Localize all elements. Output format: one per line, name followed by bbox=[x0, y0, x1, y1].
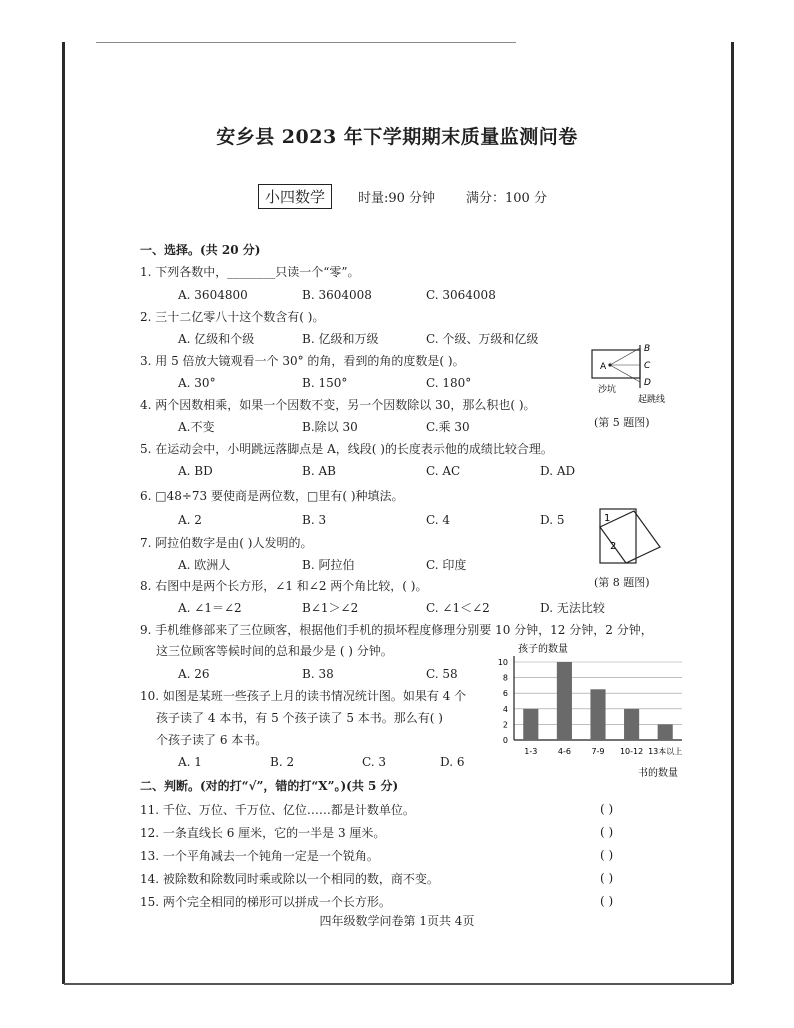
chart-x-tick-label: 4-6 bbox=[557, 747, 571, 756]
q3-option-a: A. 30° bbox=[178, 376, 216, 390]
q2-option-b: B. 亿级和万级 bbox=[302, 332, 379, 346]
angle-1-label: 1 bbox=[604, 513, 611, 524]
question-7: 7. 阿拉伯数字是由( )人发明的。 bbox=[140, 536, 313, 550]
reading-bar-chart bbox=[488, 640, 712, 780]
question-10: 10. 如图是某班一些孩子上月的读书情况统计图。如果有 4 个 bbox=[140, 689, 467, 703]
judge-11: 11. 千位、万位、千万位、亿位……都是计数单位。 bbox=[140, 803, 415, 817]
q7-option-a: A. 欧洲人 bbox=[178, 558, 231, 572]
chart-bar bbox=[624, 709, 639, 740]
point-c-label: C bbox=[644, 361, 651, 371]
chart-title: 孩子的数量 bbox=[518, 644, 568, 655]
q2-option-a: A. 亿级和个级 bbox=[178, 332, 255, 346]
question-5: 5. 在运动会中，小明跳远落脚点是 A，线段( )的长度表示他的成绩比较合理。 bbox=[140, 442, 553, 456]
chart-y-tick-label: 0 bbox=[502, 736, 508, 745]
top-rule bbox=[96, 42, 516, 43]
point-a-label: A bbox=[600, 362, 607, 372]
chart-x-label: 书的数量 bbox=[638, 768, 678, 779]
question-10-cont: 孩子读了 4 本书，有 5 个孩子读了 5 本书。那么有( ) bbox=[156, 711, 443, 725]
chart-bar bbox=[590, 689, 605, 740]
left-border bbox=[62, 42, 65, 984]
subject-box: 小四数学 bbox=[258, 184, 332, 209]
chart-y-tick-label: 8 bbox=[502, 673, 508, 683]
chart-x-ticks bbox=[524, 746, 682, 756]
q2-option-c: C. 个级、万级和亿级 bbox=[426, 332, 539, 346]
chart-bar bbox=[557, 662, 572, 740]
point-b-label: B bbox=[644, 344, 651, 354]
q6-option-c: C. 4 bbox=[426, 513, 451, 527]
q4-option-c: C.乘 30 bbox=[426, 420, 470, 434]
q8-option-b: B∠1＞∠2 bbox=[302, 601, 359, 615]
q10-option-a: A. 1 bbox=[178, 755, 202, 769]
question-3: 3. 用 5 倍放大镜观看一个 30° 的角，看到的角的度数是( )。 bbox=[140, 354, 465, 368]
q8-option-d: D. 无法比较 bbox=[540, 601, 605, 615]
answer-paren-11[interactable]: ( ) bbox=[600, 802, 614, 816]
question-10-cont2: 个孩子读了 6 本书。 bbox=[156, 733, 268, 747]
takeoff-line-label: 起跳线 bbox=[638, 395, 666, 405]
chart-x-tick-label: 13本以上 bbox=[648, 747, 683, 756]
answer-paren-14[interactable]: ( ) bbox=[600, 871, 614, 885]
answer-paren-13[interactable]: ( ) bbox=[600, 848, 614, 862]
chart-y-ticks bbox=[498, 658, 508, 745]
sand-pit-label: 沙坑 bbox=[598, 385, 617, 395]
figure-5-caption: (第 5 题图) bbox=[594, 416, 650, 429]
q5-option-d: D. AD bbox=[540, 464, 576, 478]
q10-option-d: D. 6 bbox=[440, 755, 465, 769]
duration: 时量:90 分钟 bbox=[358, 191, 436, 206]
q8-option-a: A. ∠1＝∠2 bbox=[178, 601, 242, 615]
q5-option-b: B. AB bbox=[302, 464, 336, 478]
chart-y-tick-label: 10 bbox=[497, 658, 508, 667]
right-border bbox=[731, 42, 734, 984]
question-8: 8. 右图中是两个长方形，∠1 和∠2 两个角比较，( )。 bbox=[140, 579, 428, 593]
question-6: 6. □48÷73 要使商是两位数，□里有( )种填法。 bbox=[140, 489, 404, 503]
q1-option-b: B. 3604008 bbox=[302, 288, 372, 302]
bottom-rule bbox=[64, 983, 732, 985]
chart-x-tick-label: 7-9 bbox=[591, 747, 605, 756]
segment-ad bbox=[610, 365, 640, 382]
chart-bar bbox=[523, 709, 538, 740]
figure-8-rectangles bbox=[594, 505, 666, 571]
q1-option-a: A. 3604800 bbox=[178, 288, 248, 302]
chart-bars bbox=[523, 662, 673, 740]
judge-12: 12. 一条直线长 6 厘米，它的一半是 3 厘米。 bbox=[140, 826, 386, 840]
question-9: 9. 手机维修部来了三位顾客，根据他们手机的损坏程度修理分别要 10 分钟，12 分钟，2 分钟， bbox=[140, 623, 653, 637]
q5-option-c: C. AC bbox=[426, 464, 461, 478]
q6-option-d: D. 5 bbox=[540, 513, 565, 527]
point-d-label: D bbox=[644, 378, 651, 388]
q4-option-a: A.不变 bbox=[178, 420, 215, 434]
answer-paren-12[interactable]: ( ) bbox=[600, 825, 614, 839]
q5-option-a: A. BD bbox=[178, 464, 213, 478]
q3-option-c: C. 180° bbox=[426, 376, 472, 390]
q10-option-c: C. 3 bbox=[362, 755, 387, 769]
q7-option-c: C. 印度 bbox=[426, 558, 467, 572]
chart-y-tick-label: 2 bbox=[502, 720, 508, 730]
angle-2-label: 2 bbox=[610, 541, 617, 552]
q6-option-a: A. 2 bbox=[178, 513, 202, 527]
chart-x-tick-label: 1-3 bbox=[524, 747, 538, 756]
page-footer: 四年级数学问卷第 1页共 4页 bbox=[319, 914, 475, 928]
q9-option-c: C. 58 bbox=[426, 667, 458, 681]
section2-heading: 二、判断。(对的打“√”，错的打“X”。)(共 5 分) bbox=[140, 779, 399, 793]
question-2: 2. 三十二亿零八十这个数含有( )。 bbox=[140, 310, 325, 324]
exam-title: 安乡县 2023 年下学期期末质量监测问卷 bbox=[216, 126, 578, 148]
section1-heading: 一、选择。(共 20 分) bbox=[140, 243, 261, 257]
figure-8-caption: (第 8 题图) bbox=[594, 576, 650, 589]
q4-option-b: B.除以 30 bbox=[302, 420, 358, 434]
q7-option-b: B. 阿拉伯 bbox=[302, 558, 355, 572]
figure-5-longjump bbox=[584, 340, 694, 408]
q8-option-c: C. ∠1＜∠2 bbox=[426, 601, 490, 615]
judge-15: 15. 两个完全相同的梯形可以拼成一个长方形。 bbox=[140, 895, 391, 909]
question-1: 1. 下列各数中，________只读一个“零”。 bbox=[140, 265, 360, 279]
chart-y-tick-label: 4 bbox=[502, 704, 508, 714]
judge-13: 13. 一个平角减去一个钝角一定是一个锐角。 bbox=[140, 849, 379, 863]
question-4: 4. 两个因数相乘，如果一个因数不变，另一个因数除以 30，那么积也( )。 bbox=[140, 398, 536, 412]
question-9-cont: 这三位顾客等候时间的总和最少是 ( ) 分钟。 bbox=[156, 644, 393, 658]
q9-option-b: B. 38 bbox=[302, 667, 334, 681]
judge-14: 14. 被除数和除数同时乘或除以一个相同的数，商不变。 bbox=[140, 872, 439, 886]
q10-option-b: B. 2 bbox=[270, 755, 295, 769]
chart-x-tick-label: 10-12 bbox=[619, 747, 644, 756]
q1-option-c: C. 3064008 bbox=[426, 288, 496, 302]
q6-option-b: B. 3 bbox=[302, 513, 327, 527]
answer-paren-15[interactable]: ( ) bbox=[600, 894, 614, 908]
chart-y-tick-label: 6 bbox=[502, 689, 508, 699]
q9-option-a: A. 26 bbox=[178, 667, 210, 681]
q3-option-b: B. 150° bbox=[302, 376, 348, 390]
full-score: 满分：100 分 bbox=[466, 191, 547, 206]
chart-bar bbox=[658, 724, 673, 740]
